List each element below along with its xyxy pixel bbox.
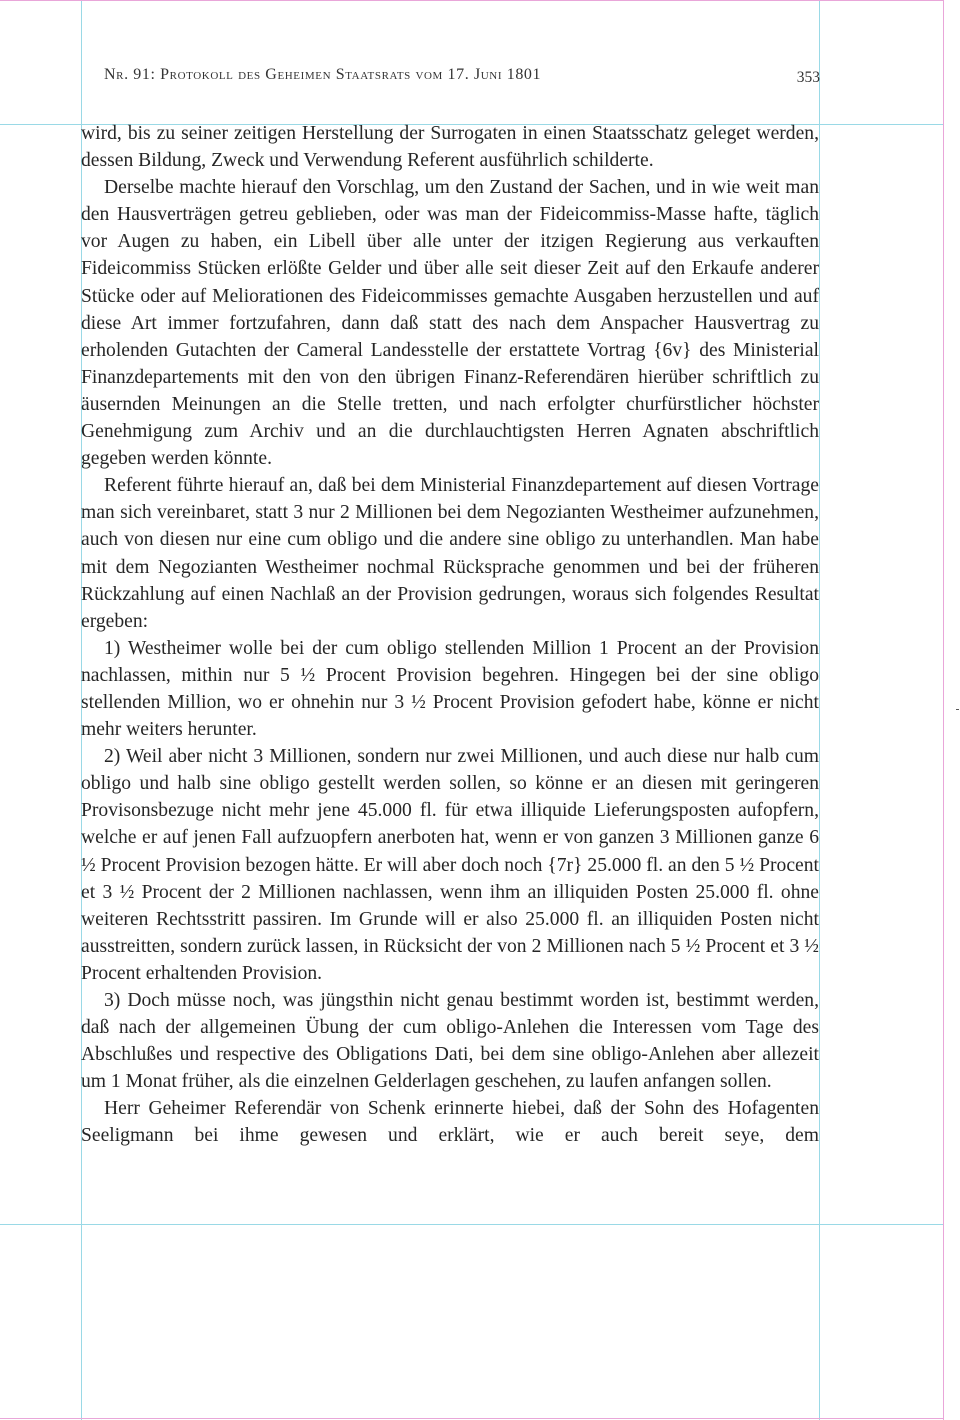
paragraph: wird, bis zu seiner zeitigen Herstellung der Surrogaten in einen Staatsschatz geleget werden, dessen Bildung, Zweck und Verwendung Referent ausführlich schilderte.	[81, 123, 819, 172]
body-text	[81, 120, 819, 1150]
running-head-title: Nr. 91: Protokoll des Geheimen Staatsrats vom 17. Juni 1801	[104, 66, 542, 83]
paragraph: Herr Geheimer Referendär von Schenk erinnerte hiebei, daß der Sohn des Hofagenten Seeligmann bei ihme gewesen und erklärt, wie er auch bereit seye, dem	[81, 1098, 819, 1147]
paragraph: Derselbe machte hierauf den Vorschlag, um den Zustand der Sachen, und in wie weit man den Hausverträgen getreu geblieben, oder was man der Fideicommiss-Masse hafte, täglich vor Augen zu haben, ein Libell über alle unter der itzigen Regierung aus verkauften Fideicommiss Stücken erlößte Gelder und über alle seit dieser Zeit auf den Erkaufe anderer Stücke oder auf Meliorationen des Fideicommisses gemachte Ausgaben herzustellen und auf diese Art immer fortzufahren, dann daß statt des nach dem Anspacher Hausvertrag zu erholenden Gutachten der Cameral Landesstelle der erstattete Vortrag {6v} des Ministerial Finanzdepartements mit den von den übrigen Finanz-Referendären hierüber schriftlich zu äusernden Meinungen an die Stelle tretten, und nach erfolgter churfürstlicher höchster Genehmigung zum Archiv und an die durchlauchtigsten Herren Agnaten abschriftlich gegeben werden könnte.	[81, 177, 819, 470]
page-trim-bottom	[0, 1418, 944, 1419]
paragraph: Referent führte hierauf an, daß bei dem Ministerial Finanzdepartement auf diesen Vortrage man sich vereinbaret, statt 3 nur 2 Millionen bei dem Negozianten Westheimer aufzunehmen, auch von diesen nur eine cum obligo und die andere sine obligo zu unterhandlen. Man habe mit dem Negozianten Westheimer nochmal Rücksprache genommen und bei der früheren Rückzahlung auf einen Nachlaß an der Provision gedrungen, woraus sich folgendes Resultat ergeben:	[81, 475, 819, 632]
paragraph: 3) Doch müsse noch, was jüngsthin nicht genau bestimmt worden ist, bestimmt werden, daß nach der allgemeinen Übung der cum obligo-Anlehen die Interessen vom Tage des Abschlußes und respective des Obligations Dati, bei dem sine obligo-Anlehen aber allezeit um 1 Monat früher, als die einzelnen Gelderlagen geschehen, zu laufen anfangen sollen.	[81, 990, 819, 1093]
paragraph: 2) Weil aber nicht 3 Millionen, sondern nur zwei Millionen, und auch diese nur halb cum obligo und halb sine obligo gestellt werden sollen, so könne er an diesen mit geringeren Provisonsbezuge nicht mehr jene 45.000 fl. für etwa illiquide Lieferungsposten aufopfern, welche er auf jenen Fall aufzuopfern anerboten hat, wenn er von ganzen 3 Millionen ganze 6 ½ Procent Provision bezogen hätte. Er will aber doch noch {7r} 25.000 fl. an den 5 ½ Procent et 3 ½ Procent der 2 Millionen nachlassen, wenn ihm an illiquiden Posten 25.000 fl. ohne weiteren Rechtsstritt passiren. Im Grunde will er also 25.000 fl. an illiquiden Posten nicht ausstreitten, sondern zurück lassen, in Rücksicht der von 2 Millionen nach 5 ½ Procent et 3 ½ Procent erhaltenden Provision.	[81, 746, 819, 984]
running-head	[104, 66, 820, 90]
page-trim-top	[0, 0, 944, 1]
page-number: 353	[796, 69, 820, 86]
bottom-margin-guide	[0, 1224, 944, 1225]
margin-tick	[956, 709, 959, 710]
paragraph: 1) Westheimer wolle bei der cum obligo stellenden Million 1 Procent an der Provision nachlassen, mithin nur 5 ½ Procent Provision begehren. Hingegen bei der sine obligo stellenden Million, wo er ohnehin nur 3 ½ Procent Provision gefodert habe, könne er nicht mehr weiters herunter.	[81, 637, 819, 741]
page-trim-right	[943, 0, 944, 1420]
right-margin-guide	[819, 0, 820, 1420]
